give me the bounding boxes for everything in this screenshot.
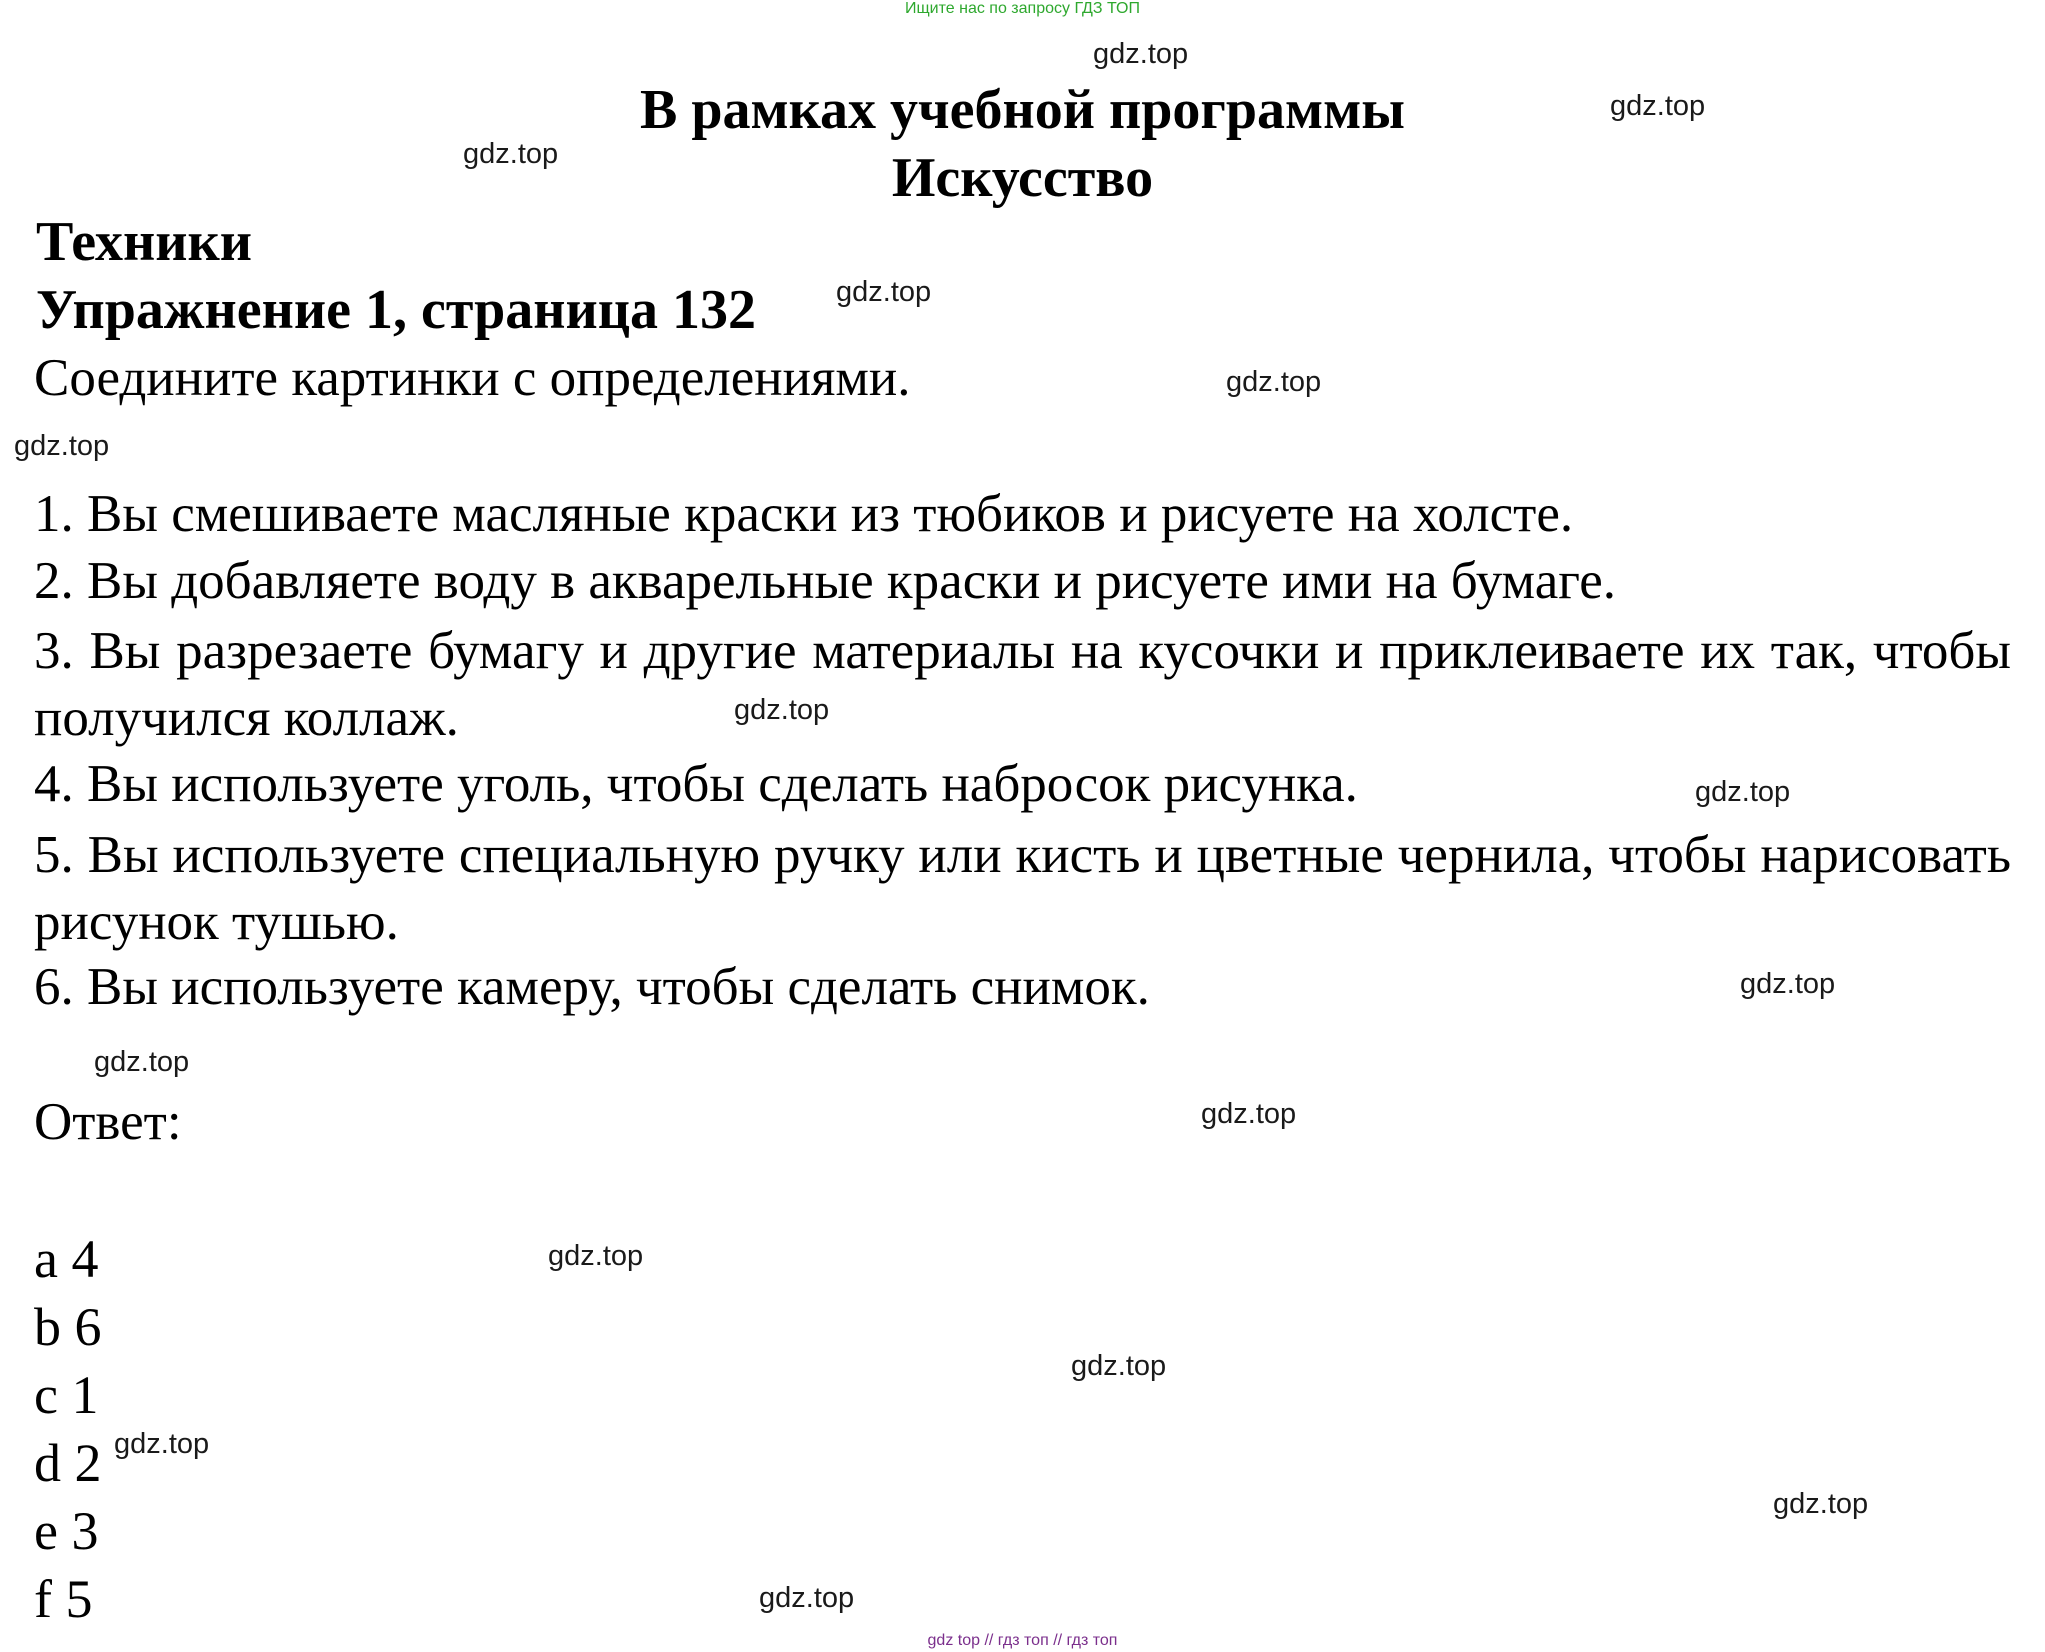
answer-item: f 5 [34, 1569, 93, 1629]
top-banner: Ищите нас по запросу ГДЗ ТОП [905, 0, 1140, 17]
list-item: 1. Вы смешиваете масляные краски из тюбиков и рисуете на холсте. [34, 485, 1574, 543]
answer-item: c 1 [34, 1365, 99, 1425]
watermark: gdz.top [1773, 1488, 1869, 1520]
watermark: gdz.top [1695, 776, 1791, 808]
watermark: gdz.top [1071, 1350, 1167, 1382]
watermark: gdz.top [548, 1240, 644, 1272]
list-item: 6. Вы используете камеру, чтобы сделать снимок. [34, 958, 1150, 1016]
watermark: gdz.top [734, 694, 830, 726]
watermark: gdz.top [1740, 968, 1836, 1000]
watermark: gdz.top [836, 276, 932, 308]
answer-item: b 6 [34, 1297, 102, 1357]
list-item: 3. Вы разрезаете бумагу и другие материалы на кусочки и приклеиваете их так, чтобы получился коллаж. [34, 622, 2011, 747]
page-title-line2: Искусство [891, 147, 1154, 209]
list-item: 5. Вы используете специальную ручку или кисть и цветные чернила, чтобы нарисовать рисунок тушью. [34, 826, 2011, 951]
list-item: 2. Вы добавляете воду в акварельные краски и рисуете ими на бумаге. [34, 552, 1617, 610]
instruction-text: Соедините картинки с определениями. [34, 349, 911, 407]
watermark: gdz.top [1226, 366, 1322, 398]
exercise-heading: Упражнение 1, страница 132 [36, 279, 757, 341]
watermark: gdz.top [1201, 1098, 1297, 1130]
page-title-line1: В рамках учебной программы [639, 79, 1406, 141]
watermark: gdz.top [114, 1428, 210, 1460]
watermark: gdz.top [759, 1582, 855, 1614]
answer-item: e 3 [34, 1501, 99, 1561]
watermark: gdz.top [1093, 38, 1189, 70]
bottom-banner: gdz top // гдз топ // гдз топ [927, 1632, 1118, 1649]
watermark: gdz.top [463, 138, 559, 170]
answer-item: d 2 [34, 1433, 102, 1493]
watermark: gdz.top [14, 430, 110, 462]
answer-label: Ответ: [34, 1093, 182, 1151]
list-item: 4. Вы используете уголь, чтобы сделать набросок рисунка. [34, 755, 1358, 813]
section-heading: Техники [36, 211, 253, 273]
watermark: gdz.top [1610, 90, 1706, 122]
watermark: gdz.top [94, 1046, 190, 1078]
answer-item: a 4 [34, 1229, 99, 1289]
